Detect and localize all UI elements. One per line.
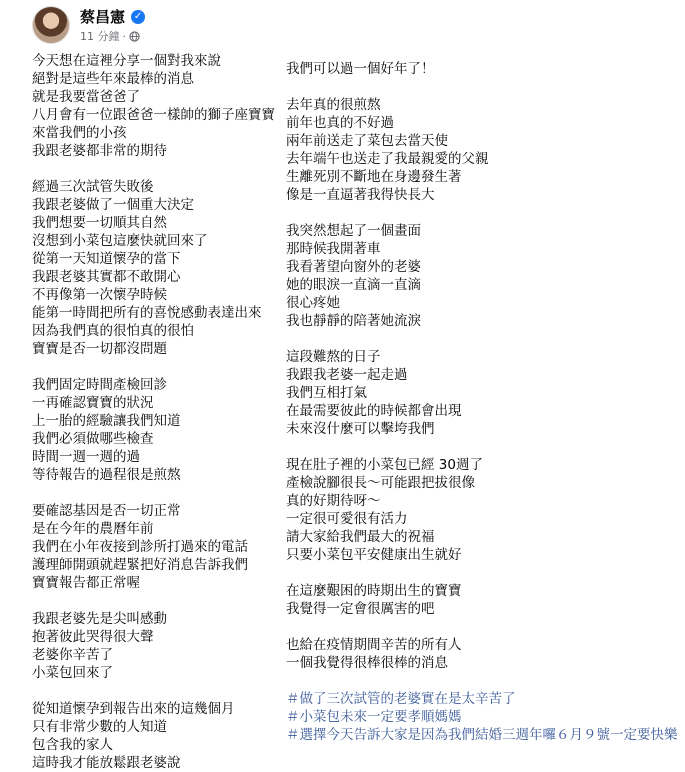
- meta-separator: ·: [122, 29, 126, 43]
- post-text-line: 等待報告的過程很是煎熬: [32, 467, 181, 483]
- post-text-line: 生離死別不斷地在身邊發生著: [286, 169, 462, 185]
- post-text-line: 從第一天知道懷孕的當下: [32, 251, 181, 267]
- post-text-line: 我們固定時間產檢回診: [32, 377, 167, 393]
- post-text-line: 她的眼淚一直滴一直滴: [286, 277, 421, 293]
- post-text-line: 今天想在這裡分享一個對我來說: [32, 53, 221, 69]
- post-text-line: 未來沒什麼可以擊垮我們: [286, 421, 435, 437]
- globe-icon: [129, 31, 140, 42]
- post-text-line: 因為我們真的很怕真的很怕: [32, 323, 194, 339]
- post-text-line: 我們在小年夜接到診所打過來的電話: [32, 539, 248, 555]
- post-text-line: 要確認基因是否一切正常: [32, 503, 181, 519]
- post-text-line: 能第一時間把所有的喜悅感動表達出來: [32, 305, 262, 321]
- post-text-line: 這段難熬的日子: [286, 349, 381, 365]
- post-text-line: 前年也真的不好過: [286, 115, 394, 131]
- paragraph-gap: [32, 484, 282, 502]
- paragraph-gap: [286, 78, 681, 96]
- post-text-line: 一定很可愛很有活力: [286, 511, 408, 527]
- post-text-line: 一個我覺得很棒很棒的消息: [286, 655, 448, 671]
- hashtag-link[interactable]: ＃做了三次試管的老婆實在是太辛苦了: [286, 691, 516, 707]
- post-text-line: 我也靜靜的陪著她流淚: [286, 313, 421, 329]
- paragraph-gap: [32, 592, 282, 610]
- post-text-line: 去年端午也送走了我最親愛的父親: [286, 151, 489, 167]
- post-text-line: 沒想到小菜包這麼快就回來了: [32, 233, 208, 249]
- post-text-line: 去年真的很煎熬: [286, 97, 381, 113]
- author-name-row: [80, 6, 145, 27]
- post-text-line: 我看著望向窗外的老婆: [286, 259, 421, 275]
- post-text-line: 老婆你辛苦了: [32, 647, 113, 663]
- paragraph-gap: [286, 204, 681, 222]
- post-text-line: 那時候我開著車: [286, 241, 381, 257]
- post-text-line: 請大家給我們最大的祝福: [286, 529, 435, 545]
- paragraph-gap: [286, 438, 681, 456]
- post-text-line: 在最需要彼此的時候都會出現: [286, 403, 462, 419]
- post-text-line: 只有非常少數的人知道: [32, 719, 167, 735]
- post-header: [0, 0, 685, 50]
- post-text-line: 只要小菜包平安健康出生就好: [286, 547, 462, 563]
- post-text-line: 這時我才能放鬆跟老婆說: [32, 755, 181, 771]
- post-text-line: 我跟老婆先是尖叫感動: [32, 611, 167, 627]
- post-meta: [80, 28, 140, 44]
- post-text-line: 寶寶報告都正常喔: [32, 575, 140, 591]
- post-text-line: 我們想要一切順其自然: [32, 215, 167, 231]
- post-timestamp[interactable]: 11 分鐘: [80, 30, 120, 43]
- post-text-line: 我跟我老婆一起走過: [286, 367, 408, 383]
- avatar[interactable]: [32, 6, 70, 44]
- post-text-line: 護理師開頭就趕緊把好消息告訴我們: [32, 557, 248, 573]
- post-text-line: 小菜包回來了: [32, 665, 113, 681]
- right-column-paragraphs: [286, 60, 681, 672]
- post-text-line: 我突然想起了一個畫面: [286, 223, 421, 239]
- paragraph-gap: [286, 672, 681, 690]
- post-text-line: 在這麼艱困的時期出生的寶寶: [286, 583, 462, 599]
- post-text-line: 寶寶是否一切都沒問題: [32, 341, 167, 357]
- post-text-line: 不再像第一次懷孕時候: [32, 287, 167, 303]
- paragraph-gap: [32, 160, 282, 178]
- post-text-line: 包含我的家人: [32, 737, 113, 753]
- post-text-line: 我跟老婆其實都不敢開心: [32, 269, 181, 285]
- post-text-line: 產檢說腳很長～可能跟把拔很像: [286, 475, 475, 491]
- paragraph-gap: [286, 330, 681, 348]
- paragraph-gap: [32, 682, 282, 700]
- post-text-line: 我覺得一定會很厲害的吧: [286, 601, 435, 617]
- post-text-right-column: [286, 60, 681, 744]
- post-text-line: 像是一直逼著我得快長大: [286, 187, 435, 203]
- post-text-line: 真的好期待呀～: [286, 493, 381, 509]
- post-text-line: 經過三次試管失敗後: [32, 179, 154, 195]
- post-text-line: 絕對是這些年來最棒的消息: [32, 71, 194, 87]
- post-text-line: 我們可以過一個好年了！: [286, 61, 435, 77]
- author-name[interactable]: 蔡昌憲: [80, 8, 126, 26]
- post-text-line: 也給在疫情期間辛苦的所有人: [286, 637, 462, 653]
- post-text-left-column: [32, 52, 282, 772]
- hashtag-link[interactable]: ＃選擇今天告訴大家是因為我們結婚三週年囉６月９號一定要快樂: [286, 727, 678, 743]
- paragraph-gap: [286, 618, 681, 636]
- post-text-line: 抱著彼此哭得很大聲: [32, 629, 154, 645]
- post-text-line: 我們互相打氣: [286, 385, 367, 401]
- hashtag-link[interactable]: ＃小菜包未來一定要孝順媽媽: [286, 709, 462, 725]
- post-text-line: 我跟老婆做了一個重大決定: [32, 197, 194, 213]
- paragraph-gap: [286, 564, 681, 582]
- post-text-line: 來當我們的小孩: [32, 125, 127, 141]
- post-text-line: 一再確認寶寶的狀況: [32, 395, 154, 411]
- post-text-line: 時間一週一週的過: [32, 449, 140, 465]
- paragraph-gap: [32, 358, 282, 376]
- post-text-line: 上一胎的經驗讓我們知道: [32, 413, 181, 429]
- post-text-line: 就是我要當爸爸了: [32, 89, 140, 105]
- post-text-line: 是在今年的農曆年前: [32, 521, 154, 537]
- post-text-line: 我們必須做哪些檢查: [32, 431, 154, 447]
- post-text-line: 我跟老婆都非常的期待: [32, 143, 167, 159]
- post-text-line: 現在肚子裡的小菜包已經 30週了: [286, 457, 483, 473]
- post-text-line: 兩年前送走了菜包去當天使: [286, 133, 448, 149]
- post-text-line: 從知道懷孕到報告出來的這幾個月: [32, 701, 235, 717]
- verified-badge-icon: ✓: [131, 10, 145, 24]
- post-text-line: 八月會有一位跟爸爸一樣帥的獅子座寶寶: [32, 107, 275, 123]
- post-text-line: 很心疼她: [286, 295, 340, 311]
